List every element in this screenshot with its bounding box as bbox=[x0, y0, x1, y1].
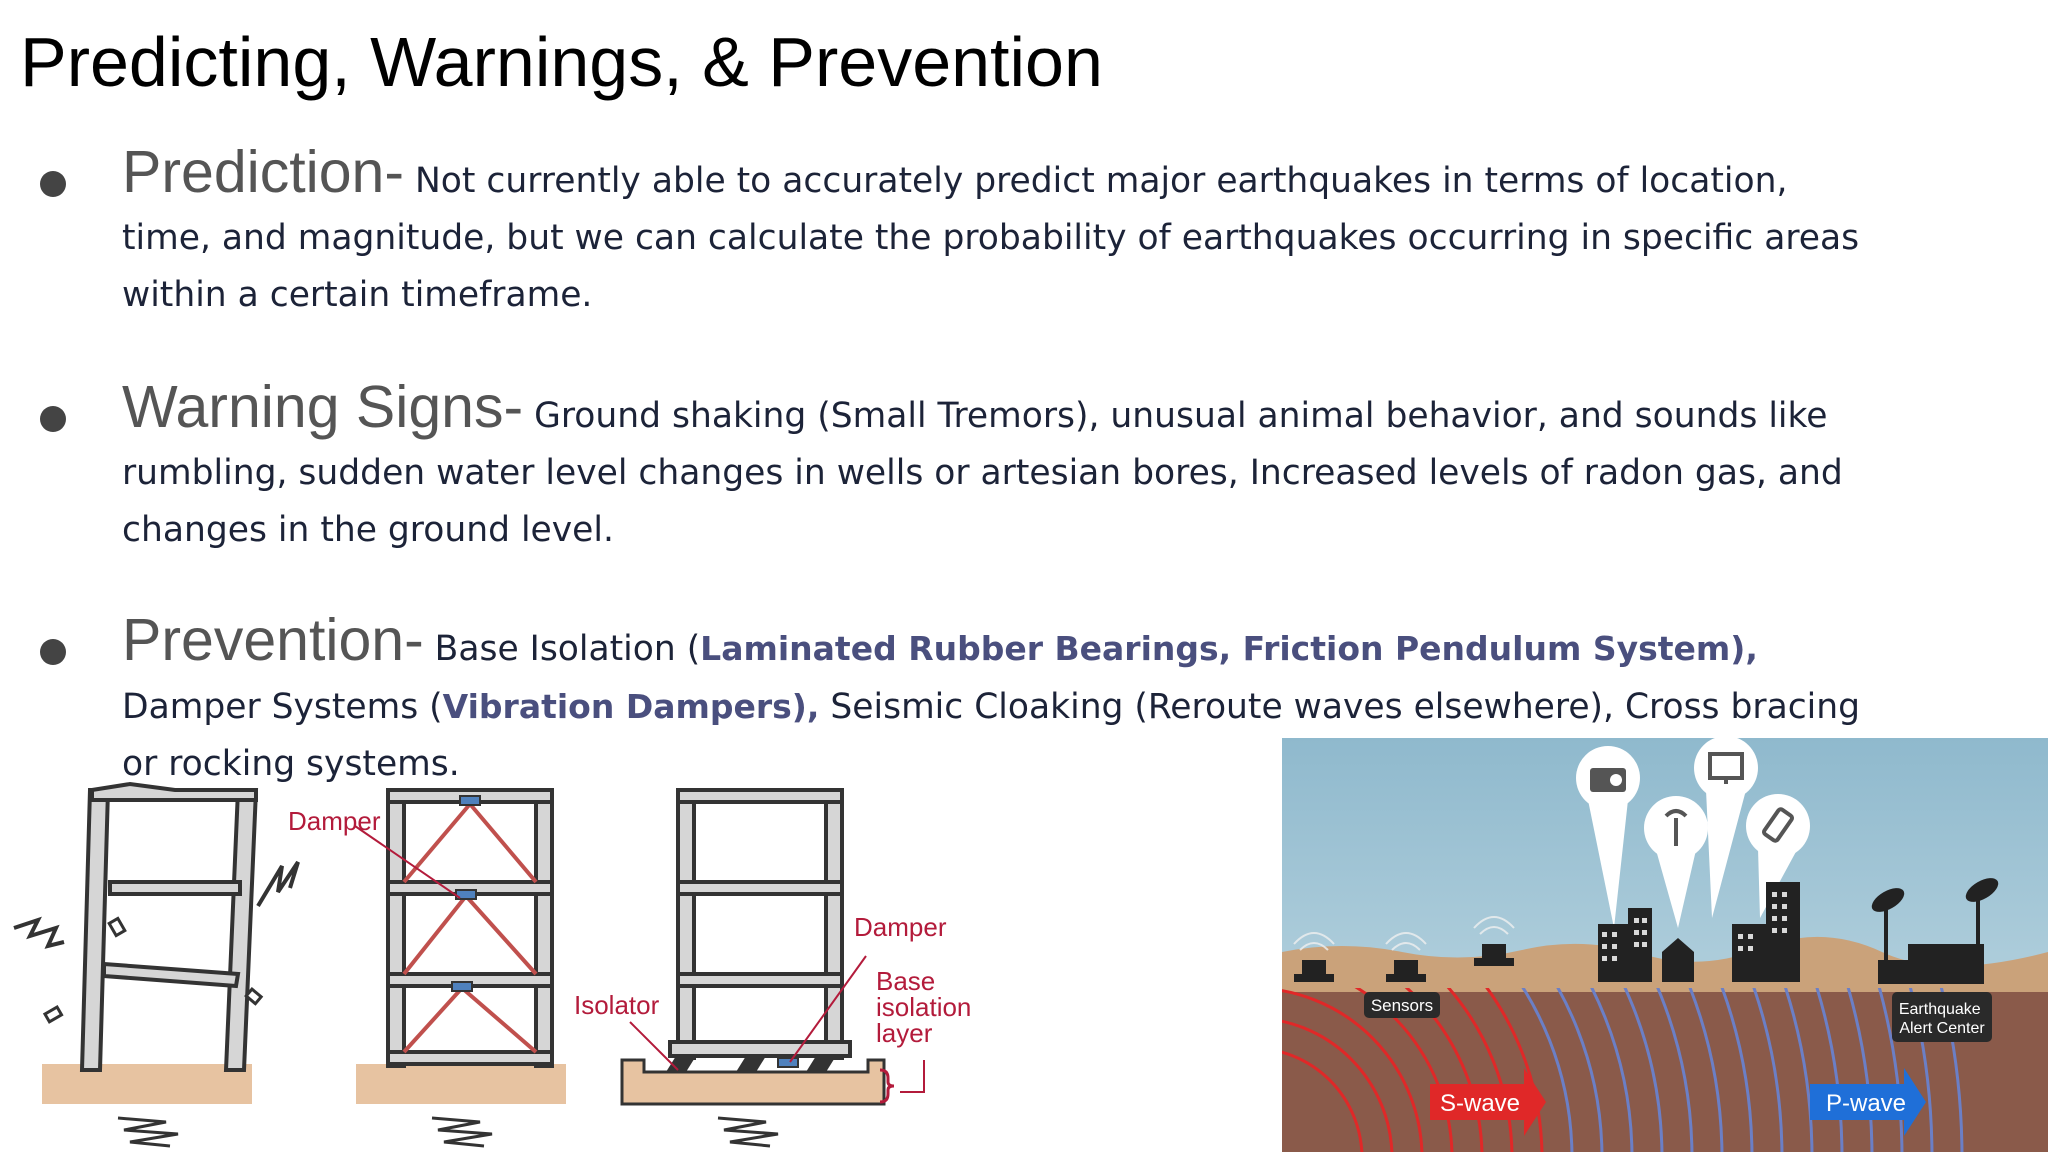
p-wave-label: P-wave bbox=[1826, 1090, 1907, 1117]
bullet-highlight: Laminated Rubber Bearings, Friction Pendulum System), bbox=[700, 629, 1758, 668]
isolation-building bbox=[574, 790, 979, 1146]
bullet-text: Not currently able to accurately predict major earthquakes in terms of location, time, and magnitude, but we can calculate the probability of earthquakes occurring in specific areas within a certain timeframe. bbox=[122, 161, 1860, 315]
bullet-heading: Prediction- bbox=[122, 139, 405, 205]
bullet-highlight: Vibration Dampers), bbox=[442, 687, 820, 726]
building-diagram bbox=[0, 770, 1000, 1152]
sensors-tag bbox=[1364, 992, 1440, 1018]
bullet-text: Seismic Cloaking (Reroute waves elsewhere), Cross bracing or rocking systems. bbox=[122, 687, 1861, 784]
bullet-text: Damper Systems ( bbox=[122, 687, 443, 727]
radio-icon bbox=[1590, 768, 1626, 792]
bullet-warning-signs bbox=[122, 374, 1882, 559]
damper-label: Damper bbox=[288, 806, 381, 836]
bullet-heading: Warning Signs- bbox=[122, 374, 524, 440]
damper-label-2: Damper bbox=[854, 912, 947, 942]
base-isolation-label: Base isolation layer bbox=[876, 966, 972, 1048]
bullet-dot bbox=[40, 406, 66, 432]
bullet-text: Base Isolation ( bbox=[423, 629, 701, 669]
bullet-dot bbox=[40, 171, 66, 197]
early-warning-diagram bbox=[1282, 738, 2048, 1152]
damaged-building bbox=[14, 784, 298, 1146]
slide-title: Predicting, Warnings, & Prevention bbox=[20, 23, 1103, 101]
s-wave-label: S-wave bbox=[1440, 1090, 1521, 1117]
alert-center-tag bbox=[1892, 992, 1992, 1042]
bullet-dot bbox=[40, 639, 66, 665]
isolator-label: Isolator bbox=[574, 990, 660, 1020]
damper-building bbox=[288, 790, 566, 1146]
sensors-label: Sensors bbox=[1370, 996, 1434, 1015]
bullet-prediction bbox=[122, 139, 1882, 324]
bullet-text: Ground shaking (Small Tremors), unusual animal behavior, and sounds like rumbling, sudden water level changes in wells or artesian bores, Increased levels of radon gas, and changes in the ground level. bbox=[122, 396, 1843, 550]
alert-center-label: Earthquake Alert Center bbox=[1898, 1001, 1985, 1037]
bullet-heading: Prevention- bbox=[122, 607, 424, 673]
